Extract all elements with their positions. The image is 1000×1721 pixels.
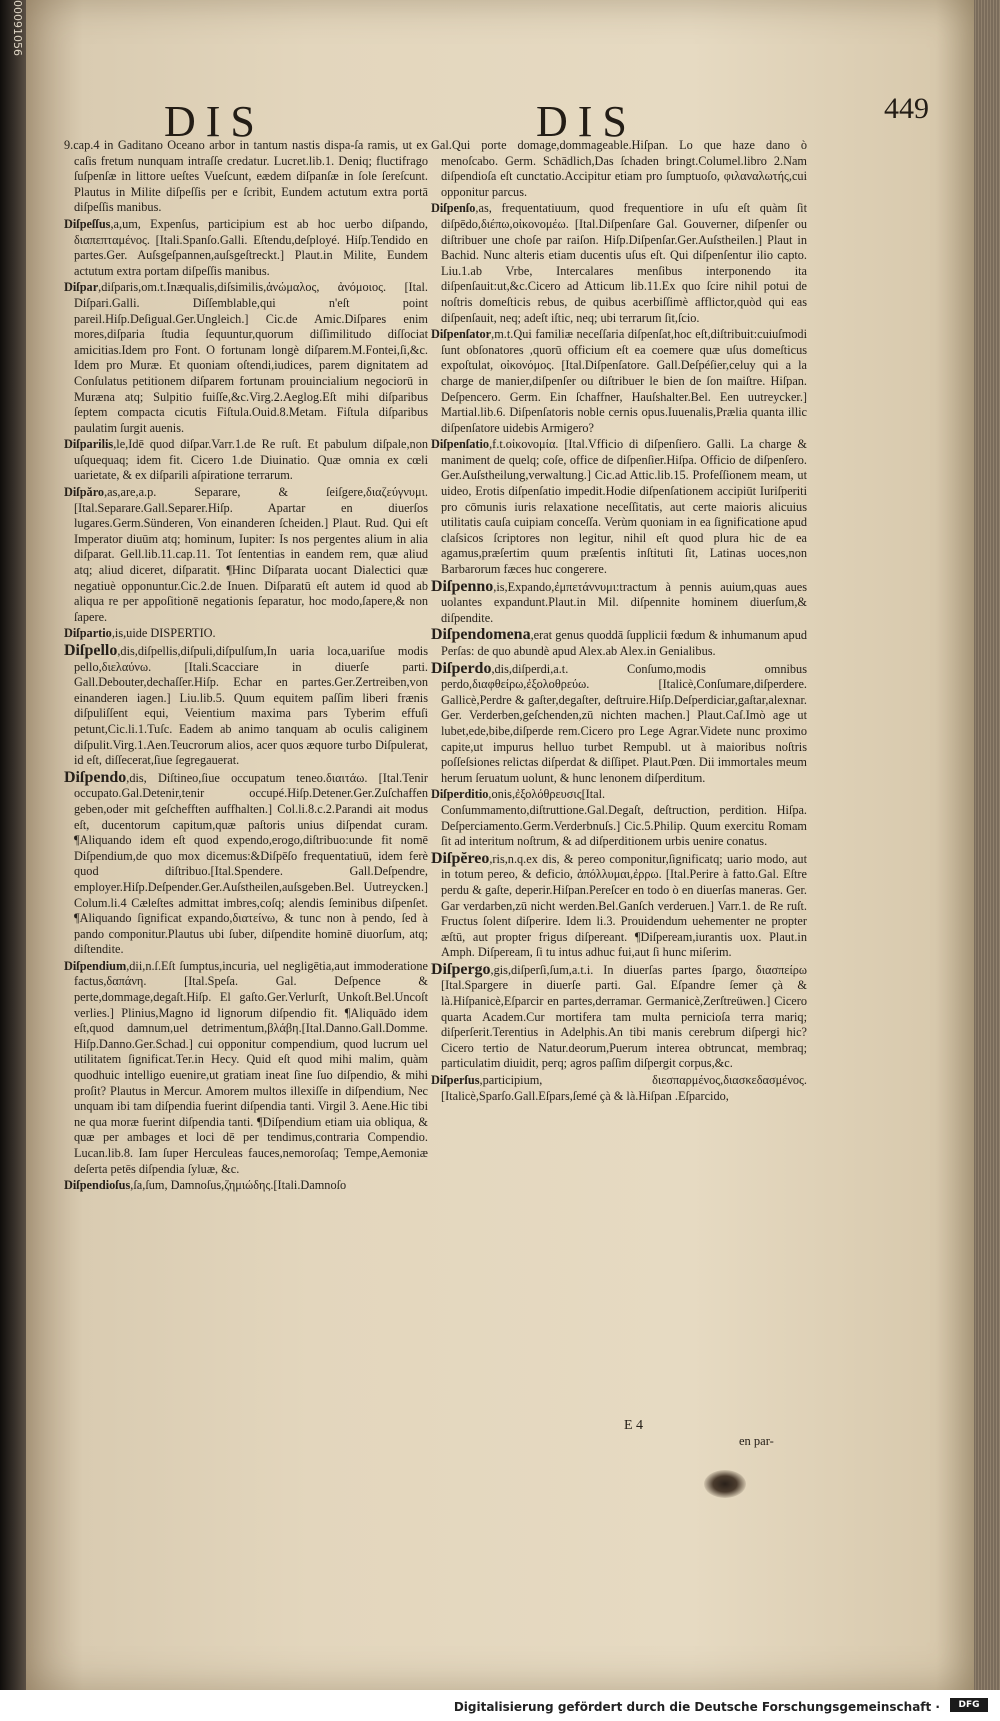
entry-lemma: Diſpendium <box>64 958 127 973</box>
entry-text: ,dis,diſpellis,diſpuli,diſpulſum,In uaria loca,uariſue modis pello,διελαύνω. [Itali.Scacciare in diuerſe parti. Gall.Debouter,dechaſſer.Hiſp. Echar en partes.Ger.Zertreiben,von einanderen iagen.] Liu.lib.5. Quum equitem paſſim liberi frænis diſpuliſſent equi, Veientium maxima pars Tyberim effuſi petunt,Cic.li.1.Tuſc. Eadem ab animo tanquam ab oculis caliginem diſpulit.Virg.1.Aen.Teucrorum alios, acer quos æquore turbo Diſpulerat, id eſt, diſſecerat,ſiue ſegregauerat. <box>74 644 428 768</box>
entry-lemma: Diſpergo <box>431 960 491 978</box>
entry-lemma: Diſpartio <box>64 626 112 641</box>
dictionary-entry <box>431 661 807 787</box>
entry-lemma: Diſparilis <box>64 437 114 452</box>
dictionary-entry <box>64 959 428 1177</box>
running-head-right: DIS <box>536 97 637 146</box>
entry-text: ,f.t.οἰκονομία. [Ital.Vfficio di diſpenſiero. Galli. La charge & maniment de quelq; coſe, office de diſpenſier.Hiſpa. Officio de diſpenſero. Ger.Auſstheilung,verwaltung.] Cic.ad Attic.lib.15. Profeſſionem meam, ut uideo, Erotis diſpenſatio impedit.Hodie diſpenſationem accipiūt Iuriſperiti pro cōmunis iuris relaxatione neceſſitatis, aut certe maioris alicuius utilitatis cauſa cuipiam conceſſa. Verùm quoniam in ea ſignificatione apud claſsicos ſcriptores non legitur, nihil eſt quod plura hic de ea agamus,præſertim quum præſentis inſtituti ſit, Latinas uoces,non Barbarorum fæces huc congerere. <box>441 437 807 577</box>
dictionary-entry <box>431 138 807 200</box>
dictionary-entry <box>431 201 807 326</box>
entry-text: ,m.t.Qui familiæ neceſſaria diſpenſat,hoc eſt,diſtribuit:cuiuſmodi ſunt obſonatores ,quorū officium eſt ea coemere quæ uſus domeſticus expoſtulat, οἰκονόμος. [Ital.Diſpenſatore. Gall.Deſpéſier,celuy qui a la charge de manier,diſpenſer ou diſtribuer le bien de ſon maiſtre. Hiſpan. Deſpencero. Germ. Ein ſchaffner, Hauſshalter.Bel. Een uutreycker.] Martial.lib.6. Diſpenſatoris noble cernis opus.Iuuenalis,Prælia quanta illic diſpenſatore uidebis Armigero? <box>441 327 807 435</box>
entry-text: ,as,are,a.p. Separare, & ſeiſgere,διαζεύγνυμι.[Ital.Separare.Gall.Separer.Hiſp. Apartar en diuerſos lugares.Germ.Sünderen, Von einanderen ſcheiden.] Plaut. Rud. Qui eſt Imperator diuūm atq; hominum, Iupiter: Is nos pergentes alium in alia diſparat. Gell.lib.11.cap.11. Tot ſententias in eandem rem, quæ aliud atq; aliud diceret, diſparatit. ¶Hinc Diſparata uocant Dialectici quæ negatiuè opponuntur.Cic.2.de Inuen. Diſparatū eſt autem id quod ab aliqua re per appoſitionē negationis ſeparatur, hoc modo,ſapere,& non ſapere. <box>74 485 428 624</box>
entry-text: ,le,Idē quod diſpar.Varr.1.de Re ruſt. Et pabulum diſpale,non uſquequaq; idem fit. Cicero 1.de Diuinatio. Quæ omnia ex cœli uarietate, & ex diſparili aſpiratione terrarum. <box>74 437 428 483</box>
dictionary-entry <box>64 217 428 279</box>
dictionary-entry <box>431 327 807 436</box>
entry-text: ,diſparis,om.t.Inæqualis,diſsimilis,ἀνώμαλος, ἀνόμοιος. [Ital. Diſpari.Galli. Diſſemblable,qui n'eſt point pareil.Hiſp.Deſigual.Ger.Ungleich.] Cic.de Amic.Diſpares enim mores,diſparia ſtudia ſequuntur,quorum diſſimilitudo diſſociat amicitias.Idem pro Font. O fortunam longè diſparem.M.Fontei,ſi,&c. Idem pro Muræ. Et quoniam oſtendi,iudices, parem dignitatem ad Conſulatus petitionem diſparem fortunam prouincialium negociorū in Muræna atq; Sulpitio fuiſſe,&c.Virg.2.Aeglog.Eſt mihi diſparibus ſeptem compacta cicutis Fiſtula.Ouid.8.Metam. Fiſtula diſparibus paulatim ſurgit auenis. <box>74 280 428 435</box>
entry-lemma: Diſpendioſus <box>64 1178 131 1193</box>
dictionary-entry <box>64 138 428 216</box>
entry-lemma: Diſperdo <box>431 659 492 677</box>
entry-lemma: Diſpeſſus <box>64 216 111 231</box>
entry-lemma: Diſpar <box>64 280 99 295</box>
entry-text: 9.cap.4 in Gaditano Oceano arbor in tantum nastis dispa-ſa ramis, ut ex caſis fretum nunquam intraſſe credatur. Lucret.lib.1. Deniq; fluctifrago ſuſpenſæ in littore ueſtes Vueſcunt, eædem diſpanſæ in ſole ſereſcunt. Plautus in Milite diſpeſſis per e ſcribit, Eundem actutum extra portā diſpeſſis manibus. <box>64 138 428 215</box>
entry-text: ,is,Expando,ἐμπετάννυμι:tractum à pennis auium,quas aues uolantes expandunt.Plaut.in Mil. diſpennite hominem diuerſum,& diſpendite. <box>441 579 807 625</box>
dictionary-entry <box>64 626 428 642</box>
book-binding <box>0 0 26 1721</box>
side-shelfmark: 00091056 <box>11 0 24 56</box>
dictionary-entry <box>64 643 428 769</box>
entry-lemma: Diſpello <box>64 642 118 659</box>
entry-lemma: Diſpenno <box>431 577 494 595</box>
entry-text: ,a,um, Expenſus, participium est ab hoc uerbo diſpando, διαπεπταμένος. [Itali.Spanſo.Galli. Eſtendu,deſployé. Hiſp.Tendido en partes.Ger. Auſsgeſpannen,auſsgeſtreckt.] Plaut.in Milite, Eundem actutum extra portam diſpeſſis manibus. <box>74 216 428 278</box>
entry-lemma: Diſperſus <box>431 1073 480 1088</box>
running-head-left: DIS <box>164 97 265 146</box>
entry-lemma: Diſpendo <box>64 768 127 786</box>
dictionary-entry <box>431 851 807 961</box>
right-column <box>431 138 807 1105</box>
dfg-logo-icon: DFG <box>950 1698 988 1712</box>
signature-mark: E 4 <box>624 1418 644 1433</box>
ink-stain <box>704 1470 746 1498</box>
dictionary-entry <box>64 485 428 625</box>
entry-text: ,onis,ἐξολόθρευσις[Ital. Conſummamento,diſtruttione.Gal.Degaſt, deſtruction, perdition. Hiſpa. Deſperciamento.Germ.Verderbnuſs.] Cic.5.Philip. Quum exercitu Romam ſit ad interitum noſtrum, & ad diſperditionem urbis uenire conatus. <box>441 787 807 849</box>
catchword: en par- <box>739 1434 774 1448</box>
entry-text: ,dis,diſperdi,a.t. Conſumo,modis omnibus perdo,διαφθείρω,ἐξολοθρεύω. [Italicè,Conſumare,diſperdere. Gallicè,Perdre & gaſter,degaſter, deſtruire.Hiſp.Deſperdiciar,gaſtar,alexnar. Ger. Verderben,geſchenden,zū nichten machen.] Plaut.Caſ.Imò age ut lubet,ede,bibe,diſperde rem.Cicero pro Lege Agrar.Videte nunc proximo capite,ut impurus helluo turbet Rempubl. ut à maioribus noſtris poſſeſsiones relictas diſperdat & diſſipet. Plaut.Pœn. Dii immortales meum herum ſeruatum uolunt, & hunc lenonem diſperditum. <box>441 661 807 785</box>
dictionary-entry <box>431 1073 807 1104</box>
dictionary-entry <box>431 787 807 849</box>
book-page <box>26 0 974 1690</box>
entry-text: ,participium, διεσπαρμένος,διασκεδασμένος.[Italicè,Sparſo.Gall.Eſpars,ſemé çà & là.Hiſpan .Eſparcido, <box>441 1073 807 1103</box>
entry-text: ,as, frequentatiuum, quod frequentiore in uſu eſt quàm ſit diſpēdo,διέπω,οἰκονομέω. [Ital.Diſpenſare Gal. Gouverner, diſpenſer ou diſtribuer une choſe par raiſon. Hiſp.Diſpenſar.Ger.Auſstheilen.] Plaut in Bachid. Nunc alteris etiam ducentis uſus eſt. Qui diſpenſentur ilio capto. Liu.1.ab Vrbe, Intercalares menſibus interponendo ita diſpenſauit:ut,&c.Cicero ad Atticum lib.11.Ex quo ſcire nihil potui de noſtris domeſticis rebus, de quibus acerbiſſimè afflictor,quòd qui eas diſpenſauit, neq; adeſt iſtic, neq; ubi terrarum ſit,ſcio. <box>441 201 807 325</box>
entry-text: ,is,uide DISPERTIO. <box>111 626 216 641</box>
entry-text: ,ris,n.q.ex dis, & pereo componitur,ſignificatq; uario modo, aut in totum pereo, & deficio, ἀπόλλυμαι,ἐρρω. [Ital.Perire à fatto.Gal. Eſtre perdu & gaſte, deperir.Hiſpan.Pereſcer en todo ò en diuerſas maneras. Ger. Gar verdarben,zū nicht werden.Bel.Ganſch verderuen.] Varr.1. de Re ruſt. Fructus ſolent diſperire. Idem li.3. Prouidendum uehementer ne propter æſtū, aut propter frigus diſpereant. ¶Diſpeream,iurantis uox. Plaut.in Amph. Diſpeream, ſi tu intus adhuc fui,aut ſi hunc miſerim. <box>441 851 807 960</box>
entry-lemma: Diſpăro <box>64 485 105 500</box>
entry-lemma: Diſpĕreo <box>431 849 490 867</box>
dictionary-entry <box>64 280 428 436</box>
entry-text: Gal.Qui porte domage,dommageable.Hiſpan. Lo que haze dano ò menoſcabo. Germ. Schādlich,Das ſchaden bringt.Columel.libro 2.Nam diſpendioſa eſt cunctatio.Accipitur etiam pro ſumptuoſo, φιλαναλωτής,cui opponitur parcus. <box>431 138 807 199</box>
left-column <box>64 138 428 1195</box>
entry-text: ,ſa,ſum, Damnoſus,ζημιώδης.[Itali.Damnoſo <box>130 1178 347 1193</box>
entry-text: ,dis, Diſtineo,ſiue occupatum teneo.διαιτάω. [Ital.Tenir occupato.Gal.Detenir,tenir occupé.Hiſp.Detener.Ger.Zuſchaffen geben,oder mit geſchefften auffhalten.] Col.li.8.c.2.Parandi ait modus eſt, ducentorum capitum,quæ paſtoris unius diſpendat curam. ¶Aliquando idem eſt quod expendo,erogo,diſtribuo:unde fit nomē Diſpendium,de quo mox dicemus:&Diſpēſo frequentatiuū, idem ferè quod diſtribuo.[Ital.Spendere. Gall.Deſpendre, employer.Hiſp.Deſpender.Ger.Auſstheilen,auſsgeben.Bel. Uutreycken.] Colum.li.4 Cæleſtes admittat imbres,coſq; alendis ſeminibus diſpenſet. ¶Aliquando ſignificat expando,διατείνω, & tunc non à pendo, ſed à pando componitur.Plautus ubi ſuber, diſpendite hominē diuorſum, atq; diſtendite. <box>74 770 428 957</box>
entry-lemma: Diſpenſo <box>431 201 476 216</box>
dictionary-entry <box>431 627 807 659</box>
entry-text: ,erat genus quoddā ſupplicii fœdum & inhumanum apud Perſas: de quo abundè apud Alex.ab Alex.in Genialibus. <box>441 628 807 658</box>
dictionary-entry <box>431 437 807 577</box>
entry-lemma: Diſpendomena <box>431 626 531 644</box>
dictionary-entry <box>64 1178 428 1194</box>
footer-bar <box>0 1690 1000 1721</box>
entry-lemma: Diſpenſatio <box>431 437 490 452</box>
dictionary-entry <box>64 770 428 958</box>
entry-lemma: Diſpenſator <box>431 327 492 342</box>
entry-text: ,gis,diſperſi,ſum,a.t.i. In diuerſas partes ſpargo, διασπείρω [Ital.Spargere in diuerſe parti. Gal. Eſpandre ſemer çà & là.Hiſpanicè,Eſparcir en partes,derramar. Germanicè,Zerſtreüwen.] Cicero quarta Academ.Cur mortifera tam multa pernicioſa terra mariq; diſperſerit.Terentius in Adelphis.An tibi manis cerebrum diſpergi hic? Cicero tertio de Natur.deorum,Puerum interea obtruncat, membraq; particulatim diuidit, perq; agros paſſim diſpergit corpus,&c. <box>441 962 807 1071</box>
dictionary-entry <box>64 437 428 484</box>
digitization-credit: Digitalisierung gefördert durch die Deutsche Forschungsgemeinschaft · <box>453 1700 940 1714</box>
entry-text: ,dii,n.ſ.Eſt ſumptus,incuria, uel negligētia,aut immoderatione factus,δαπάνη. [Ital.Speſa. Gal. Deſpence & perte,dommage,degaſt.Hiſp. El gaſto.Ger.Verlurſt, Unkoſt.Bel.Uncoſt verlies.] Plinius,Magno id lignorum diſpendio fit. ¶Aliquādo idem eſt,quod damnum,uel detrimentum,βλάβη.[Ital.Danno.Gall.Domme. Hiſp.Danno.Ger.Schad.] cui opponitur compendium, quod lucrum uel utilitatem ſignificat.Ter.in Hecy. Quid eſt quod mihi malim, quàm quodhuic intelligo euenire,ut gratiam ineat ſine ſuo diſpendio, & mihi proſit? Plautus in Mercur. Amorem multos illexiſſe in diſpendium, Nec unquam ibi tam diſpendia fuerint diſpendia tanti. Virgil 3. Aene.Hic tibi ne qua moræ fuerint diſpendia tanti. ¶Diſpendium etiam uia obliqua, & quæ per ambages et loci dē per tendimus,contraria Compendio. Lucan.lib.8. Iam ſuper Herculeas fauces,nemoroſaq; Tempe,Aemoniæ deſerta petēs diſpendia ſyluæ, &c. <box>74 958 428 1176</box>
dictionary-entry <box>431 579 807 627</box>
dictionary-entry <box>431 962 807 1072</box>
entry-lemma: Diſperditio <box>431 787 489 802</box>
page-edges <box>974 0 1000 1721</box>
folio-number: 449 <box>884 92 929 125</box>
